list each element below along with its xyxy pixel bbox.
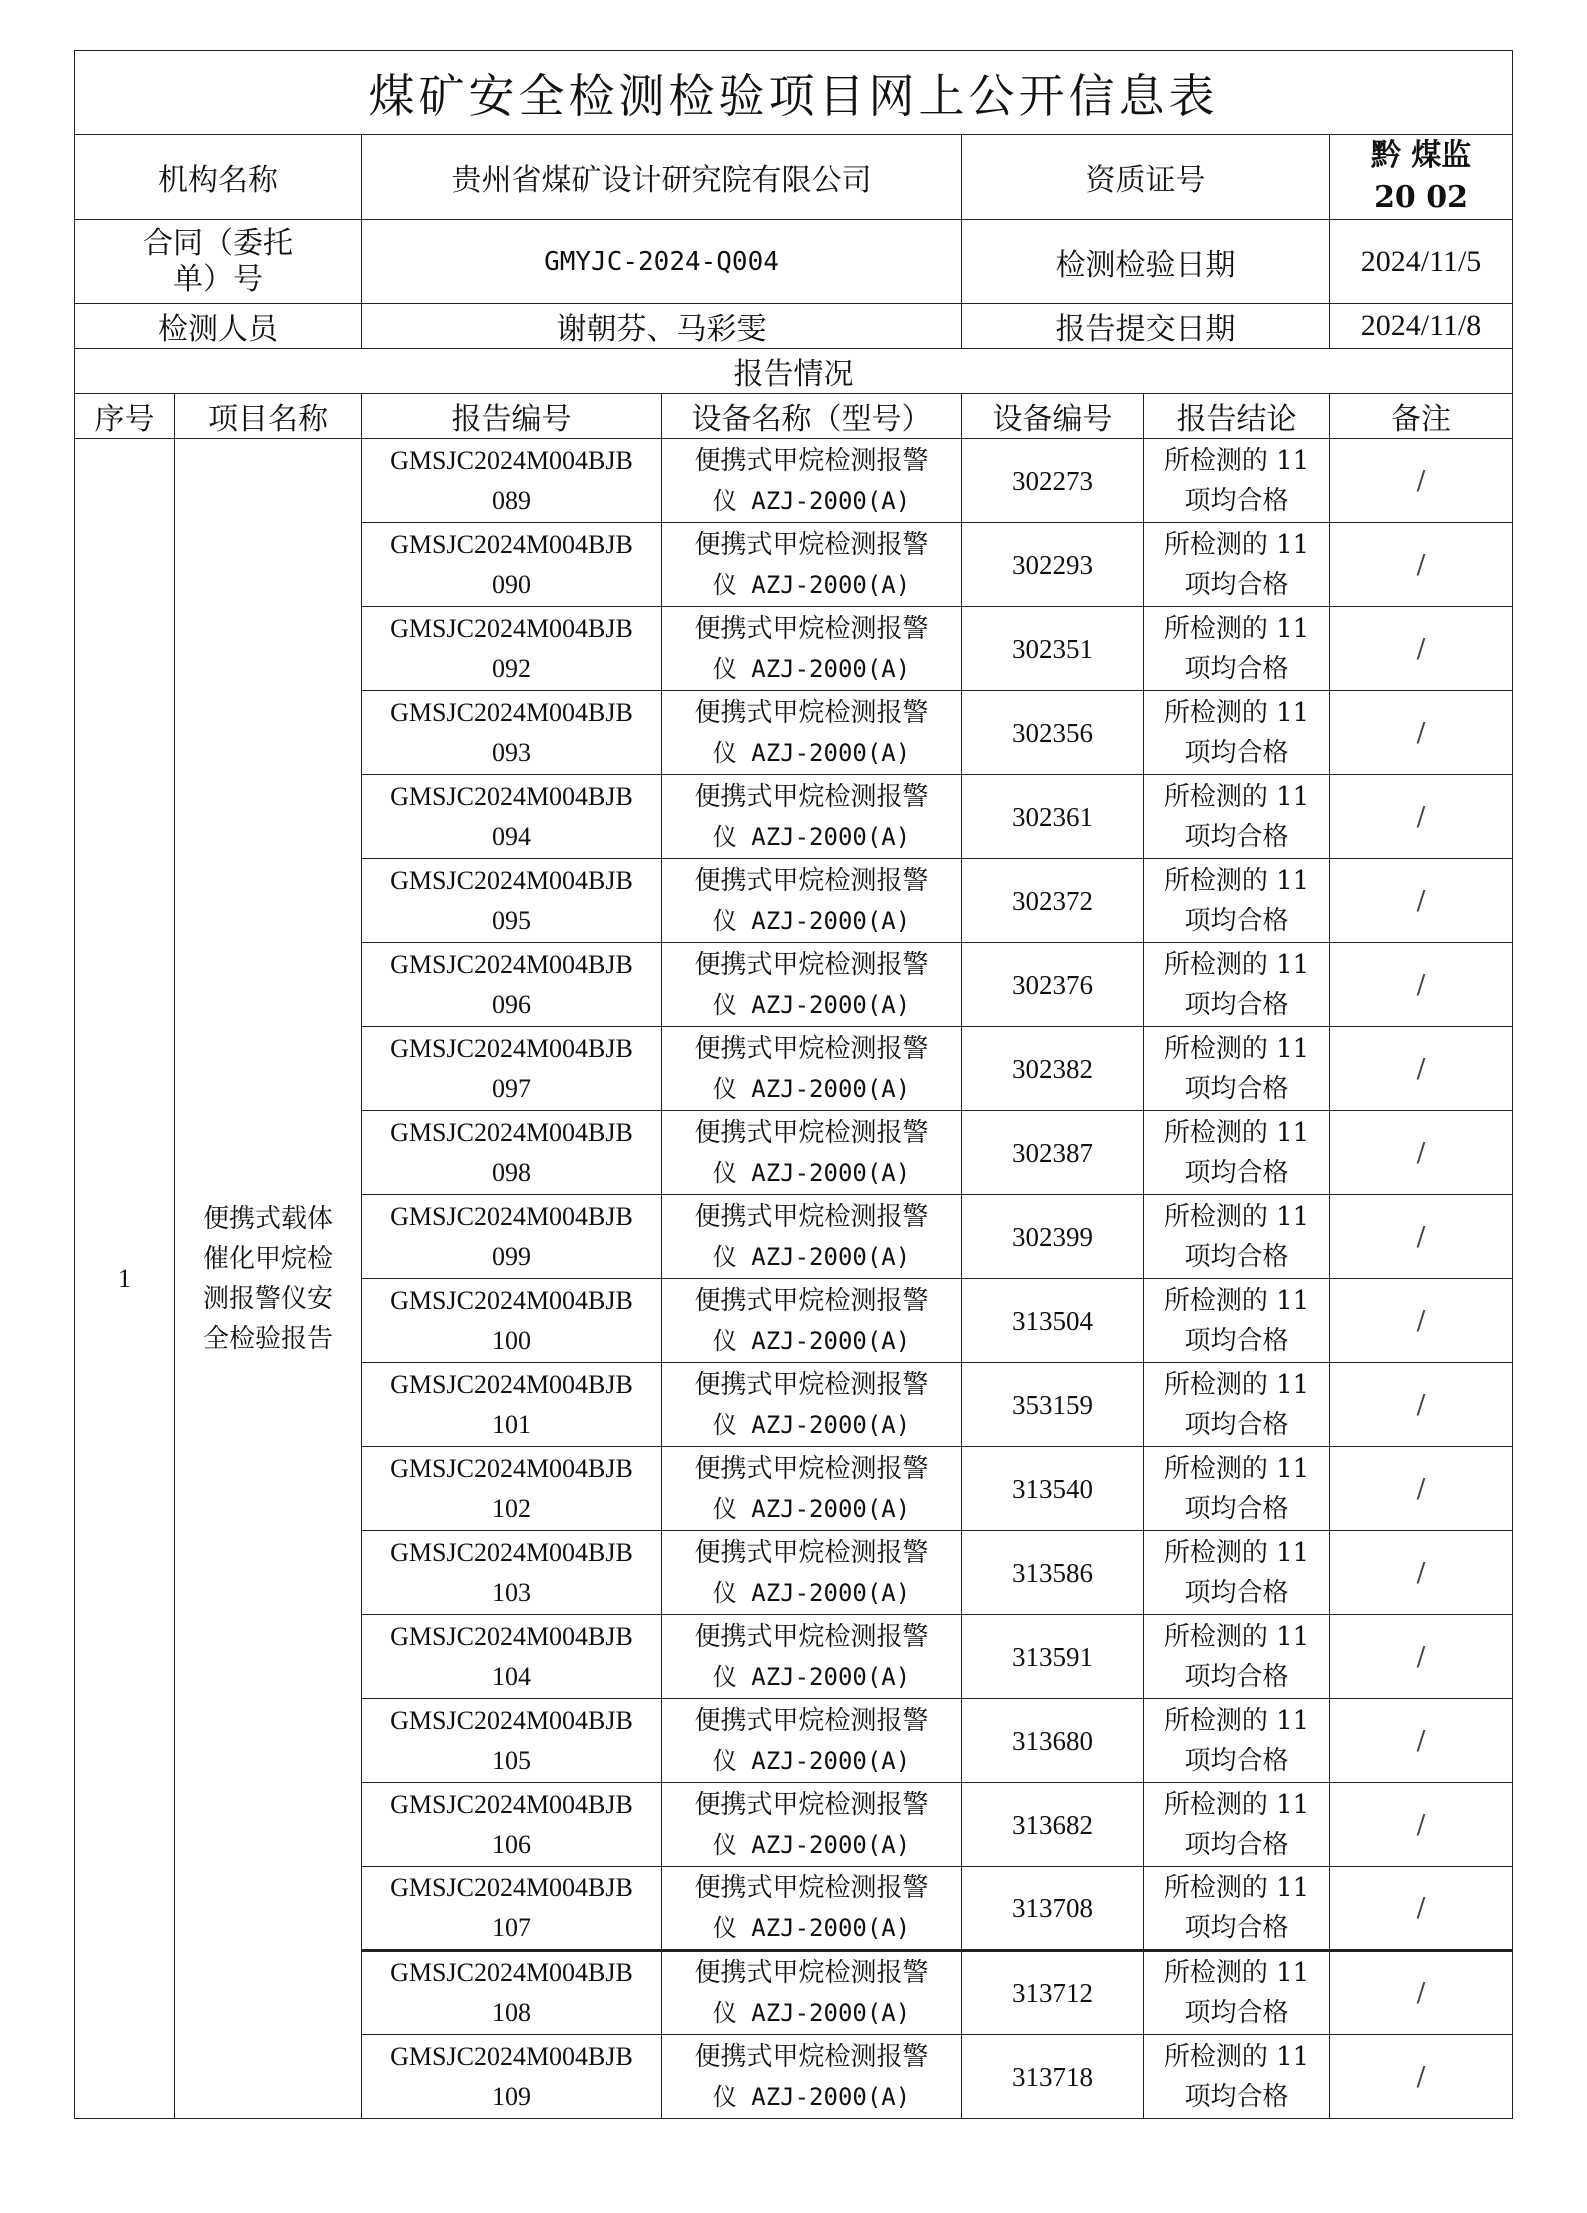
device-name-line-2: 仪 AZJ-2000(A) (712, 906, 911, 935)
report-number (362, 775, 662, 859)
device-name (662, 1951, 962, 2035)
device-name-line-2: 仪 AZJ-2000(A) (712, 1410, 911, 1439)
device-name-line-1: 便携式甲烷检测报警 (694, 1201, 929, 1232)
device-name-line-1: 便携式甲烷检测报警 (694, 1789, 929, 1820)
remark: / (1330, 1195, 1513, 1279)
device-name (662, 1531, 962, 1615)
conclusion-line-2: 项均合格 (1184, 1409, 1289, 1440)
report-number-prefix: GMSJC2024M004BJB (390, 1201, 633, 1231)
conclusion-line-2: 项均合格 (1184, 1913, 1289, 1943)
conclusion-line-1: 所检测的 11 (1163, 529, 1310, 560)
conclusion-line-1: 所检测的 11 (1163, 1621, 1310, 1652)
device-name (662, 1867, 962, 1951)
report-number-suffix: 101 (492, 1409, 531, 1439)
report-number-suffix: 105 (492, 1745, 531, 1775)
remark: / (1330, 1699, 1513, 1783)
report-number (362, 607, 662, 691)
conclusion-line-1: 所检测的 11 (1163, 865, 1310, 896)
device-name (662, 859, 962, 943)
report-number-suffix: 107 (492, 1913, 531, 1942)
conclusion-line-1: 所检测的 11 (1163, 1453, 1310, 1484)
device-name (662, 439, 962, 523)
report-number-prefix: GMSJC2024M004BJB (390, 445, 633, 475)
equipment-number: 302387 (962, 1111, 1144, 1195)
remark: / (1330, 523, 1513, 607)
device-name-line-1: 便携式甲烷检测报警 (694, 613, 929, 644)
conclusion-line-1: 所检测的 11 (1163, 1789, 1310, 1820)
page-title: 煤矿安全检测检验项目网上公开信息表 (75, 51, 1513, 135)
report-number (362, 1615, 662, 1699)
conclusion-line-1: 所检测的 11 (1163, 1201, 1310, 1232)
report-number (362, 439, 662, 523)
report-conclusion (1144, 1699, 1330, 1783)
col-header-device-name: 设备名称（型号） (662, 394, 962, 439)
report-conclusion (1144, 1279, 1330, 1363)
device-name-line-1: 便携式甲烷检测报警 (694, 1369, 929, 1400)
device-name (662, 775, 962, 859)
conclusion-line-2: 项均合格 (1184, 1577, 1289, 1608)
device-name (662, 1699, 962, 1783)
report-number (362, 1867, 662, 1951)
remark: / (1330, 691, 1513, 775)
report-conclusion (1144, 1867, 1330, 1951)
report-number (362, 1279, 662, 1363)
report-number (362, 859, 662, 943)
device-name-line-2: 仪 AZJ-2000(A) (712, 1662, 911, 1691)
report-conclusion (1144, 439, 1330, 523)
project-name-line: 催化甲烷检 (202, 1243, 333, 1274)
equipment-number: 313708 (962, 1867, 1144, 1951)
conclusion-line-2: 项均合格 (1184, 1661, 1289, 1692)
device-name-line-1: 便携式甲烷检测报警 (694, 2041, 929, 2072)
report-number-prefix: GMSJC2024M004BJB (390, 1537, 633, 1567)
test-date-value: 2024/11/5 (1330, 220, 1513, 304)
remark: / (1330, 1279, 1513, 1363)
conclusion-line-1: 所检测的 11 (1163, 1369, 1310, 1400)
device-name-line-2: 仪 AZJ-2000(A) (712, 1242, 911, 1271)
device-name (662, 1447, 962, 1531)
conclusion-line-2: 项均合格 (1184, 905, 1289, 936)
report-conclusion (1144, 2035, 1330, 2119)
report-number-prefix: GMSJC2024M004BJB (390, 781, 633, 811)
device-name-line-2: 仪 AZJ-2000(A) (712, 1158, 911, 1187)
report-number-prefix: GMSJC2024M004BJB (390, 613, 633, 643)
device-name (662, 1615, 962, 1699)
device-name-line-1: 便携式甲烷检测报警 (694, 1705, 929, 1736)
device-name-line-2: 仪 AZJ-2000(A) (712, 1830, 911, 1859)
report-number (362, 1111, 662, 1195)
cert-line-2: 20 02 (1374, 180, 1469, 215)
project-seq: 1 (75, 439, 175, 2119)
conclusion-line-1: 所检测的 11 (1163, 613, 1310, 644)
report-number (362, 1531, 662, 1615)
device-name-line-1: 便携式甲烷检测报警 (694, 949, 929, 980)
device-name-line-1: 便携式甲烷检测报警 (694, 781, 929, 812)
report-number-prefix: GMSJC2024M004BJB (390, 1621, 633, 1651)
report-number-suffix: 092 (492, 653, 531, 683)
equipment-number: 313718 (962, 2035, 1144, 2119)
conclusion-line-2: 项均合格 (1184, 1073, 1289, 1104)
device-name (662, 1027, 962, 1111)
info-sheet (74, 50, 1512, 2119)
report-conclusion (1144, 1195, 1330, 1279)
conclusion-line-2: 项均合格 (1184, 1998, 1289, 2028)
report-conclusion (1144, 943, 1330, 1027)
remark: / (1330, 859, 1513, 943)
device-name-line-2: 仪 AZJ-2000(A) (712, 1746, 911, 1775)
device-name-line-2: 仪 AZJ-2000(A) (712, 1999, 911, 2027)
equipment-number: 313682 (962, 1783, 1144, 1867)
col-header-report-no: 报告编号 (362, 394, 662, 439)
report-conclusion (1144, 607, 1330, 691)
device-name (662, 943, 962, 1027)
equipment-number: 313540 (962, 1447, 1144, 1531)
equipment-number: 313680 (962, 1699, 1144, 1783)
conclusion-line-2: 项均合格 (1184, 485, 1289, 516)
conclusion-line-2: 项均合格 (1184, 821, 1289, 852)
info-table (74, 50, 1513, 2119)
device-name-line-1: 便携式甲烷检测报警 (694, 1621, 929, 1652)
contract-label-line-1: 合同（委托 (143, 225, 293, 261)
report-number-suffix: 099 (492, 1241, 531, 1271)
device-name-line-2: 仪 AZJ-2000(A) (712, 1494, 911, 1523)
remark: / (1330, 775, 1513, 859)
report-number (362, 1447, 662, 1531)
col-header-remark: 备注 (1330, 394, 1513, 439)
report-conclusion (1144, 1951, 1330, 2035)
equipment-number: 313591 (962, 1615, 1144, 1699)
table-row (75, 439, 1513, 523)
contract-label (75, 220, 362, 304)
remark: / (1330, 1615, 1513, 1699)
device-name-line-2: 仪 AZJ-2000(A) (712, 654, 911, 683)
conclusion-line-2: 项均合格 (1184, 1493, 1289, 1524)
report-number-suffix: 095 (492, 905, 531, 935)
staff-label: 检测人员 (75, 304, 362, 349)
device-name-line-2: 仪 AZJ-2000(A) (712, 1326, 911, 1355)
device-name-line-1: 便携式甲烷检测报警 (694, 1537, 929, 1568)
device-name-line-1: 便携式甲烷检测报警 (694, 697, 929, 728)
device-name-line-2: 仪 AZJ-2000(A) (712, 1074, 911, 1103)
project-name-line: 测报警仪安 (202, 1283, 333, 1314)
submit-date-value: 2024/11/8 (1330, 304, 1513, 349)
report-number-prefix: GMSJC2024M004BJB (390, 1285, 633, 1315)
report-number (362, 1027, 662, 1111)
report-number-suffix: 094 (492, 821, 531, 851)
equipment-number: 302293 (962, 523, 1144, 607)
device-name (662, 1195, 962, 1279)
project-name-line: 便携式载体 (202, 1203, 333, 1234)
device-name (662, 1783, 962, 1867)
device-name (662, 2035, 962, 2119)
device-name-line-2: 仪 AZJ-2000(A) (712, 822, 911, 851)
conclusion-line-2: 项均合格 (1184, 1157, 1289, 1188)
equipment-number: 302273 (962, 439, 1144, 523)
report-number-prefix: GMSJC2024M004BJB (390, 1789, 633, 1819)
staff-value: 谢朝芬、马彩雯 (362, 304, 962, 349)
conclusion-line-1: 所检测的 11 (1163, 781, 1310, 812)
remark: / (1330, 1867, 1513, 1951)
cert-label: 资质证号 (962, 135, 1330, 220)
report-number (362, 1195, 662, 1279)
equipment-number: 353159 (962, 1363, 1144, 1447)
remark: / (1330, 1111, 1513, 1195)
report-number-suffix: 100 (492, 1325, 531, 1355)
device-name (662, 1279, 962, 1363)
device-name (662, 691, 962, 775)
equipment-number: 302361 (962, 775, 1144, 859)
org-value: 贵州省煤矿设计研究院有限公司 (362, 135, 962, 220)
remark: / (1330, 1951, 1513, 2035)
report-number-prefix: GMSJC2024M004BJB (390, 1453, 633, 1483)
device-name (662, 1363, 962, 1447)
report-conclusion (1144, 691, 1330, 775)
report-conclusion (1144, 1111, 1330, 1195)
report-number-prefix: GMSJC2024M004BJB (390, 1117, 633, 1147)
conclusion-line-1: 所检测的 11 (1163, 1873, 1310, 1903)
report-number (362, 1951, 662, 2035)
project-name-line: 全检验报告 (202, 1323, 333, 1354)
col-header-equip-no: 设备编号 (962, 394, 1144, 439)
device-name-line-1: 便携式甲烷检测报警 (694, 1958, 929, 1988)
report-number-prefix: GMSJC2024M004BJB (390, 2041, 633, 2071)
device-name-line-2: 仪 AZJ-2000(A) (712, 738, 911, 767)
conclusion-line-2: 项均合格 (1184, 1241, 1289, 1272)
project-name (175, 439, 362, 2119)
remark: / (1330, 943, 1513, 1027)
report-number (362, 2035, 662, 2119)
report-number-suffix: 097 (492, 1073, 531, 1103)
device-name (662, 607, 962, 691)
equipment-number: 313586 (962, 1531, 1144, 1615)
report-conclusion (1144, 1531, 1330, 1615)
equipment-number: 302356 (962, 691, 1144, 775)
device-name-line-1: 便携式甲烷检测报警 (694, 865, 929, 896)
report-number (362, 1699, 662, 1783)
conclusion-line-2: 项均合格 (1184, 2081, 1289, 2112)
report-number (362, 691, 662, 775)
report-conclusion (1144, 1615, 1330, 1699)
report-number (362, 1363, 662, 1447)
col-header-seq: 序号 (75, 394, 175, 439)
remark: / (1330, 1531, 1513, 1615)
report-number-suffix: 109 (492, 2081, 531, 2111)
device-name-line-2: 仪 AZJ-2000(A) (712, 2082, 911, 2111)
conclusion-line-1: 所检测的 11 (1163, 2041, 1310, 2072)
device-name-line-1: 便携式甲烷检测报警 (694, 1033, 929, 1064)
device-name-line-1: 便携式甲烷检测报警 (694, 1873, 929, 1903)
report-number (362, 1783, 662, 1867)
device-name-line-1: 便携式甲烷检测报警 (694, 445, 929, 476)
report-conclusion (1144, 1027, 1330, 1111)
conclusion-line-1: 所检测的 11 (1163, 1117, 1310, 1148)
conclusion-line-1: 所检测的 11 (1163, 697, 1310, 728)
report-number-suffix: 096 (492, 989, 531, 1019)
device-name-line-1: 便携式甲烷检测报警 (694, 1453, 929, 1484)
conclusion-line-1: 所检测的 11 (1163, 949, 1310, 980)
cert-value (1330, 135, 1513, 220)
report-number-prefix: GMSJC2024M004BJB (390, 949, 633, 979)
remark: / (1330, 1447, 1513, 1531)
device-name-line-2: 仪 AZJ-2000(A) (712, 1914, 911, 1942)
device-name-line-1: 便携式甲烷检测报警 (694, 1117, 929, 1148)
conclusion-line-2: 项均合格 (1184, 1829, 1289, 1860)
report-number-prefix: GMSJC2024M004BJB (390, 865, 633, 895)
equipment-number: 313504 (962, 1279, 1144, 1363)
report-number-suffix: 093 (492, 737, 531, 767)
conclusion-line-1: 所检测的 11 (1163, 1537, 1310, 1568)
report-number-prefix: GMSJC2024M004BJB (390, 1033, 633, 1063)
conclusion-line-2: 项均合格 (1184, 653, 1289, 684)
submit-date-label: 报告提交日期 (962, 304, 1330, 349)
remark: / (1330, 1027, 1513, 1111)
report-conclusion (1144, 1783, 1330, 1867)
remark: / (1330, 607, 1513, 691)
remark: / (1330, 1363, 1513, 1447)
device-name-line-2: 仪 AZJ-2000(A) (712, 1578, 911, 1607)
report-number (362, 943, 662, 1027)
cert-line-1: 黔 煤监 (1370, 138, 1472, 173)
report-number-suffix: 106 (492, 1829, 531, 1859)
report-number-suffix: 103 (492, 1577, 531, 1607)
remark: / (1330, 2035, 1513, 2119)
report-number-prefix: GMSJC2024M004BJB (390, 1958, 633, 1987)
conclusion-line-1: 所检测的 11 (1163, 1033, 1310, 1064)
equipment-number: 302372 (962, 859, 1144, 943)
conclusion-line-2: 项均合格 (1184, 1745, 1289, 1776)
conclusion-line-1: 所检测的 11 (1163, 1958, 1310, 1988)
device-name-line-2: 仪 AZJ-2000(A) (712, 570, 911, 599)
remark: / (1330, 439, 1513, 523)
report-conclusion (1144, 1447, 1330, 1531)
equipment-number: 302399 (962, 1195, 1144, 1279)
report-number-suffix: 089 (492, 485, 531, 515)
device-name-line-1: 便携式甲烷检测报警 (694, 1285, 929, 1316)
device-name (662, 523, 962, 607)
equipment-number: 313712 (962, 1951, 1144, 2035)
report-conclusion (1144, 1363, 1330, 1447)
equipment-number: 302351 (962, 607, 1144, 691)
report-number-prefix: GMSJC2024M004BJB (390, 1705, 633, 1735)
device-name (662, 1111, 962, 1195)
report-number-prefix: GMSJC2024M004BJB (390, 1369, 633, 1399)
report-number-suffix: 090 (492, 569, 531, 599)
report-number-suffix: 108 (492, 1998, 531, 2027)
conclusion-line-2: 项均合格 (1184, 737, 1289, 768)
report-conclusion (1144, 523, 1330, 607)
conclusion-line-1: 所检测的 11 (1163, 1705, 1310, 1736)
report-number-suffix: 098 (492, 1157, 531, 1187)
conclusion-line-1: 所检测的 11 (1163, 445, 1310, 476)
conclusion-line-2: 项均合格 (1184, 569, 1289, 600)
conclusion-line-1: 所检测的 11 (1163, 1285, 1310, 1316)
report-number-prefix: GMSJC2024M004BJB (390, 697, 633, 727)
contract-value: GMYJC-2024-Q004 (362, 220, 962, 304)
report-number-prefix: GMSJC2024M004BJB (390, 529, 633, 559)
remark: / (1330, 1783, 1513, 1867)
org-label: 机构名称 (75, 135, 362, 220)
report-conclusion (1144, 775, 1330, 859)
report-conclusion (1144, 859, 1330, 943)
report-number (362, 523, 662, 607)
report-section-heading: 报告情况 (75, 349, 1513, 394)
equipment-number: 302376 (962, 943, 1144, 1027)
col-header-conclusion: 报告结论 (1144, 394, 1330, 439)
device-name-line-2: 仪 AZJ-2000(A) (712, 990, 911, 1019)
report-number-suffix: 102 (492, 1493, 531, 1523)
conclusion-line-2: 项均合格 (1184, 1325, 1289, 1356)
contract-label-line-2: 单）号 (173, 261, 263, 297)
equipment-number: 302382 (962, 1027, 1144, 1111)
report-number-suffix: 104 (492, 1661, 531, 1691)
report-number-prefix: GMSJC2024M004BJB (390, 1873, 633, 1902)
conclusion-line-2: 项均合格 (1184, 989, 1289, 1020)
device-name-line-1: 便携式甲烷检测报警 (694, 529, 929, 560)
device-name-line-2: 仪 AZJ-2000(A) (712, 486, 911, 515)
col-header-project: 项目名称 (175, 394, 362, 439)
test-date-label: 检测检验日期 (962, 220, 1330, 304)
